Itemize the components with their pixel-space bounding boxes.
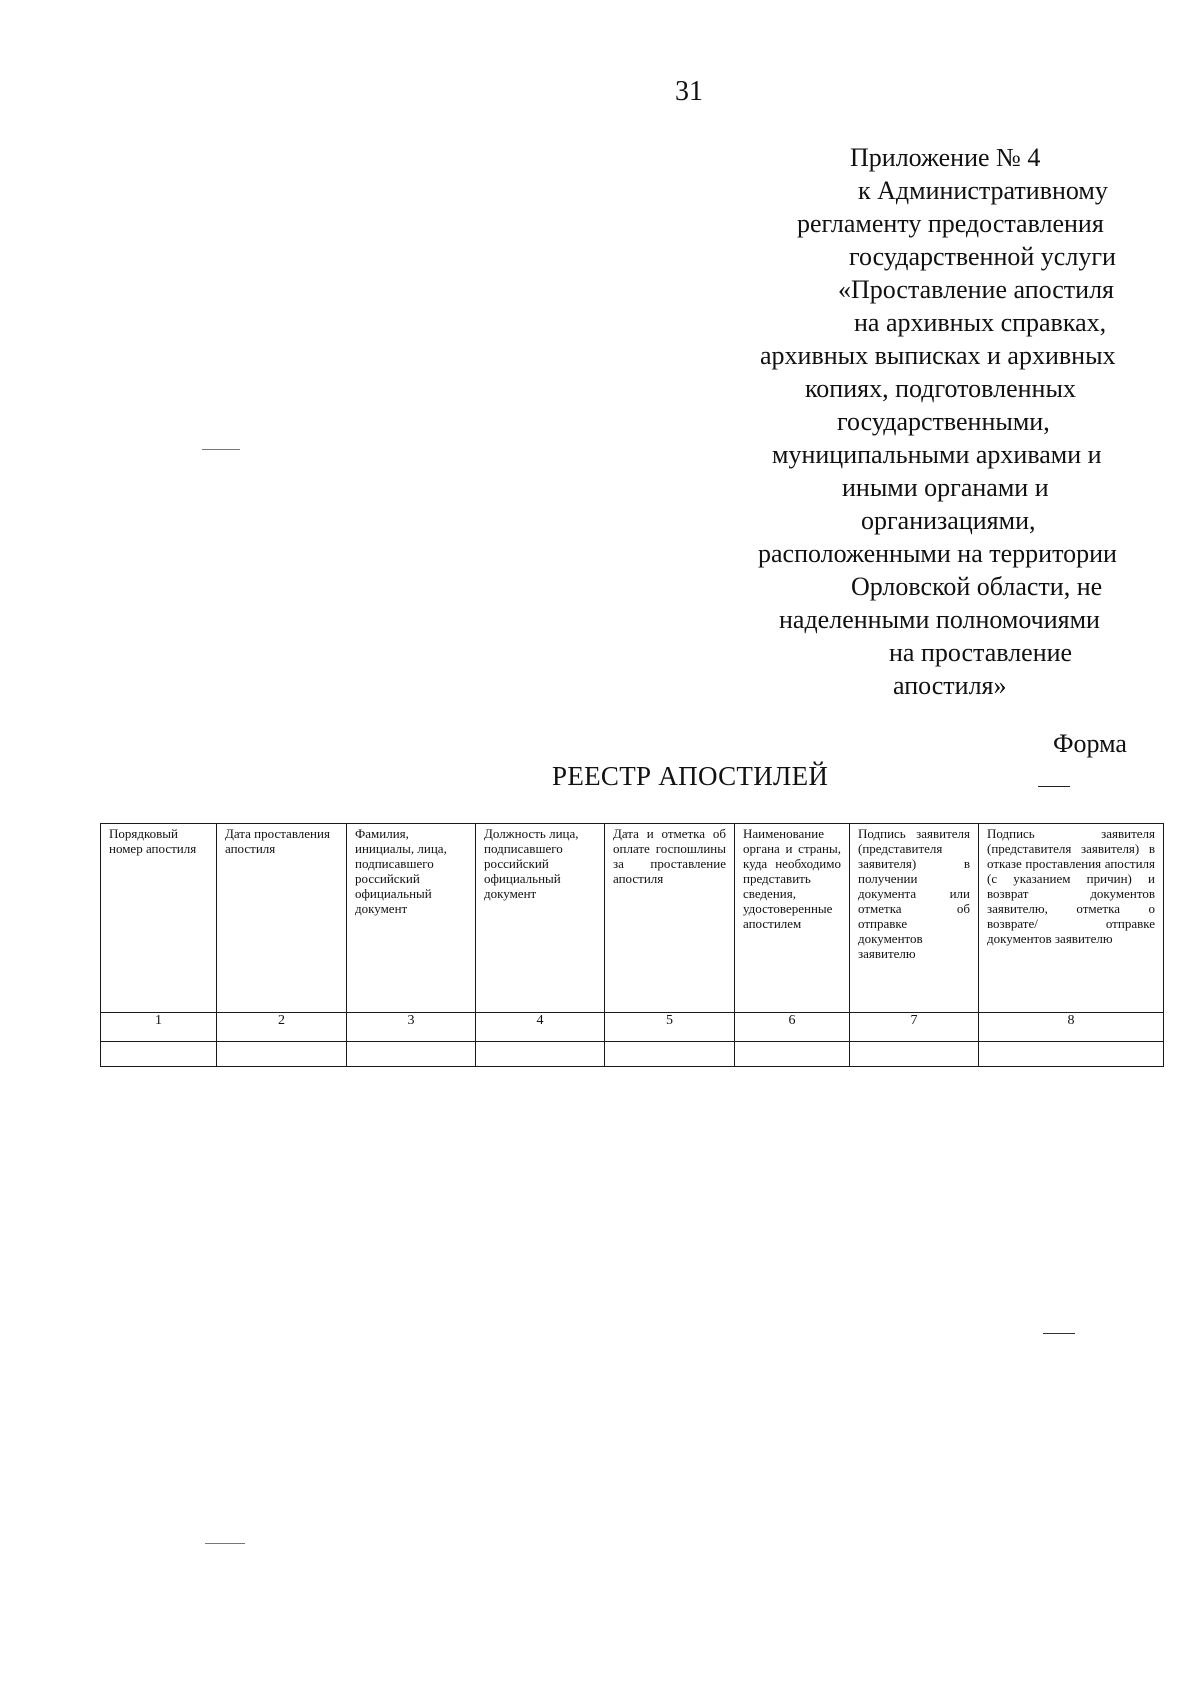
column-number: 5: [605, 1013, 735, 1042]
appendix-line: иными органами и: [842, 473, 1049, 502]
column-number: 2: [217, 1013, 347, 1042]
column-number: 3: [347, 1013, 476, 1042]
registry-table: [100, 823, 1164, 1067]
appendix-line: расположенными на территории: [758, 539, 1117, 568]
header-cell-fee-payment: Дата и отметка об оплате госпошлины за проставление апостиля: [605, 824, 735, 1013]
appendix-line: регламенту предоставления: [797, 209, 1104, 238]
registry-title: РЕЕСТР АПОСТИЛЕЙ: [552, 761, 829, 791]
header-cell-destination: Наименование органа и страны, куда необходимо представить сведения, удостоверенные апостилем: [735, 824, 850, 1013]
header-cell-receipt-signature: Подпись заявителя (представителя заявителя) в получении документа или отметка об отправке документов заявителю: [850, 824, 979, 1013]
form-underline: [1038, 786, 1070, 787]
appendix-line: архивных выписках и архивных: [760, 341, 1116, 370]
empty-cell: [217, 1042, 347, 1067]
appendix-line: копиях, подготовленных: [805, 374, 1076, 403]
empty-cell: [476, 1042, 605, 1067]
form-label: Форма: [1053, 729, 1127, 758]
column-number: 4: [476, 1013, 605, 1042]
empty-cell: [979, 1042, 1164, 1067]
empty-cell: [850, 1042, 979, 1067]
appendix-line: Приложение № 4: [850, 143, 1041, 172]
appendix-line: к Административному: [858, 176, 1108, 205]
empty-cell: [605, 1042, 735, 1067]
appendix-line: государственной услуги: [849, 242, 1116, 271]
column-number: 1: [101, 1013, 217, 1042]
header-cell-signer-position: Должность лица, подписавшего российский официальный документ: [476, 824, 605, 1013]
header-cell-order-number: Порядковый номер апостиля: [101, 824, 217, 1013]
table-number-row: [101, 1013, 1164, 1042]
empty-cell: [735, 1042, 850, 1067]
column-number: 8: [979, 1013, 1164, 1042]
appendix-line: наделенными полномочиями: [779, 605, 1100, 634]
table-header-row: [101, 824, 1164, 1013]
appendix-line: на проставление: [889, 638, 1073, 667]
appendix-line: «Проставление апостиля: [838, 275, 1115, 304]
appendix-line: апостиля»: [893, 671, 1007, 700]
header-cell-apostille-date: Дата проставления апостиля: [217, 824, 347, 1013]
table-empty-row: [101, 1042, 1164, 1067]
column-number: 7: [850, 1013, 979, 1042]
empty-cell: [101, 1042, 217, 1067]
appendix-line: государственными,: [837, 407, 1050, 436]
scan-mark: [202, 449, 240, 450]
appendix-line: Орловской области, не: [851, 572, 1103, 601]
scan-mark: [1043, 1333, 1075, 1334]
page-number: 31: [675, 76, 703, 107]
header-cell-refusal-signature: Подпись заявителя (представителя заявителя) в отказе проставления апостиля (с указанием причин) и возврат документов заявителю, отметка о возврате/ отправке документов заявителю: [979, 824, 1164, 1013]
appendix-line: муниципальными архивами и: [772, 440, 1102, 469]
appendix-line: на архивных справках,: [854, 308, 1107, 337]
empty-cell: [347, 1042, 476, 1067]
header-cell-signer-name: Фамилия, инициалы, лица, подписавшего российский официальный документ: [347, 824, 476, 1013]
appendix-line: организациями,: [861, 506, 1036, 535]
scan-mark: [205, 1543, 245, 1544]
column-number: 6: [735, 1013, 850, 1042]
